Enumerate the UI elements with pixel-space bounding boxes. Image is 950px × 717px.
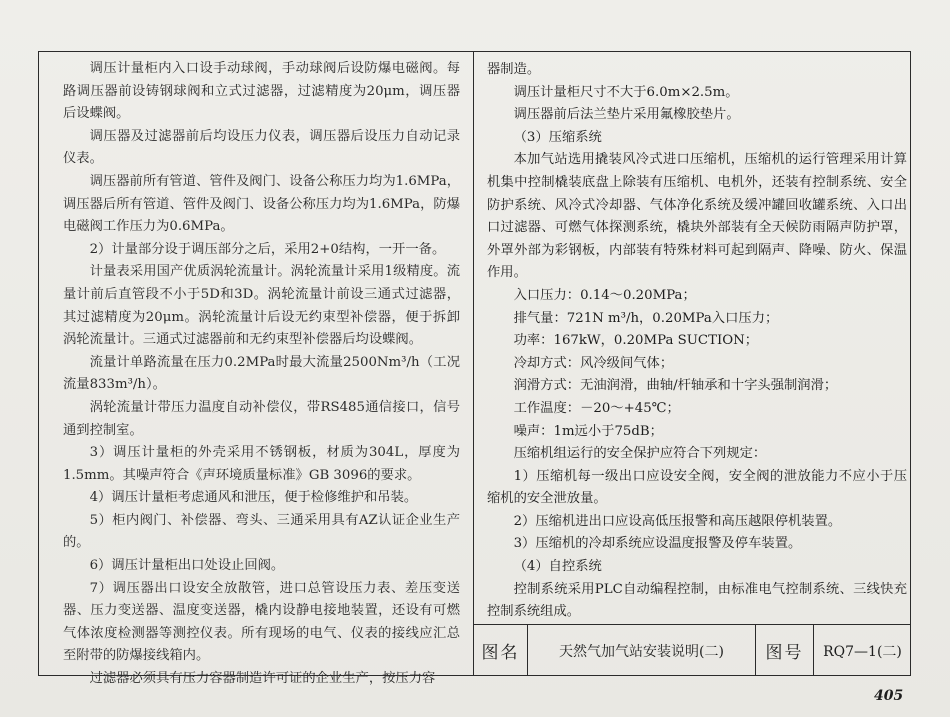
paragraph: 入口压力：0.14～0.20MPa； [513, 287, 696, 303]
paragraph: （3）压缩系统 [513, 129, 602, 145]
left-text-column [63, 58, 460, 691]
paragraph: 调压器前后法兰垫片采用氟橡胶垫片。 [513, 107, 740, 123]
drawing-number: RQ7—1(二) [823, 643, 902, 660]
paragraph: 流量计单路流量在压力0.2MPa时最大流量2500Nm³/h（工况流量833m³/h）。 [63, 354, 460, 393]
paragraph: 冷却方式：风冷级间气体； [513, 355, 674, 371]
paragraph: 调压计量柜内入口设手动球阀，手动球阀后设防爆电磁阀。每路调压器前设铸钢球阀和立式过滤器，过滤精度为20μm，调压器后设蝶阀。 [63, 61, 460, 122]
paragraph: 过滤器必须具有压力容器制造许可证的企业生产，按压力容 [89, 671, 436, 687]
paragraph: 器制造。 [487, 62, 541, 77]
paragraph: 2）压缩机进出口应设高低压报警和高压越限停机装置。 [513, 513, 842, 529]
paragraph: 4）调压计量柜考虑通风和泄压，便于检修维护和吊装。 [89, 490, 418, 506]
drawing-title: 天然气加气站安装说明(二) [528, 625, 756, 676]
paragraph: 润滑方式：无油润滑，曲轴/杆轴承和十字头强制润滑； [513, 378, 838, 394]
paragraph: 调压计量柜尺寸不大于6.0m×2.5m。 [513, 84, 739, 100]
paragraph: 调压器前所有管道、管件及阀门、设备公称压力均为1.6MPa，调压器后所有管道、管件及阀门、设备公称压力均为1.6MPa，防爆电磁阀工作压力为0.6MPa。 [63, 173, 460, 235]
paragraph: 本加气站选用撬装风冷式进口压缩机，压缩机的运行管理采用计算机集中控制橇装底盘上除装有压缩机、电机外，还装有控制系统、安全防护系统、风冷式冷却器、气体净化系统及缓冲罐回收罐系统、入口出口过滤器、可燃气体探测系统，橇块外部装有全天候防雨隔声防护罩，外罩外部为彩钢板，内部装有特殊材料可起到隔声、降噪、防火、保温作用。 [487, 152, 907, 281]
paragraph: 2）计量部分设于调压部分之后，采用2+0结构，一开一备。 [89, 241, 446, 257]
paragraph: 6）调压计量柜出口处设止回阀。 [89, 558, 285, 574]
paragraph: 工作温度：－20～+45℃； [513, 400, 680, 416]
paragraph: 压缩机组运行的安全保护应符合下列规定： [513, 446, 767, 462]
title-block [474, 624, 911, 676]
column-divider [473, 51, 474, 676]
paragraph: 1）压缩机每一级出口应设安全阀，安全阀的泄放能力不应小于压缩机的安全泄放量。 [487, 468, 907, 507]
drawing-name-label: 图名 [474, 625, 528, 676]
paragraph: 涡轮流量计带压力温度自动补偿仪，带RS485通信接口，信号通到控制室。 [63, 399, 460, 438]
paragraph: 计量表采用国产优质涡轮流量计。涡轮流量计采用1级精度。流量计前后直管段不小于5D和3D。涡轮流量计前设三通式过滤器，其过滤精度为20μm。涡轮流量计后设无约束型补偿器，便于拆卸涡轮流量计。三通式过滤器前和无约束型补偿器后均设蝶阀。 [63, 264, 460, 348]
paragraph: 7）调压器出口设安全放散管，进口总管设压力表、差压变送器、压力变送器、温度变送器，橇内设静电接地装置，还设有可燃气体浓度检测器等测控仪表。所有现场的电气、仪表的接线应汇总至附带的防爆接线箱内。 [63, 580, 460, 664]
right-text-column [487, 59, 907, 624]
paragraph: 3）压缩机的冷却系统应设温度报警及停车装置。 [513, 536, 802, 552]
page-number: 405 [874, 688, 904, 704]
drawing-number-label: 图号 [756, 625, 814, 676]
paragraph: 排气量：721N m³/h，0.20MPa入口压力； [513, 310, 779, 326]
paragraph: 噪声：1m远小于75dB； [513, 423, 663, 439]
paragraph: 控制系统采用PLC自动编程控制，由标准电气控制系统、三线快充控制系统组成。 [487, 581, 907, 620]
paragraph: 调压器及过滤器前后均设压力仪表，调压器后设压力自动记录仪表。 [63, 128, 460, 167]
paragraph: 5）柜内阀门、补偿器、弯头、三通采用具有AZ认证企业生产的。 [63, 512, 460, 551]
paragraph: （4）自控系统 [513, 559, 602, 575]
paragraph: 3）调压计量柜的外壳采用不锈钢板，材质为304L，厚度为1.5mm。其噪声符合《声环境质量标准》GB 3096的要求。 [63, 445, 460, 483]
paragraph: 功率：167kW，0.20MPa SUCTION； [513, 333, 759, 349]
